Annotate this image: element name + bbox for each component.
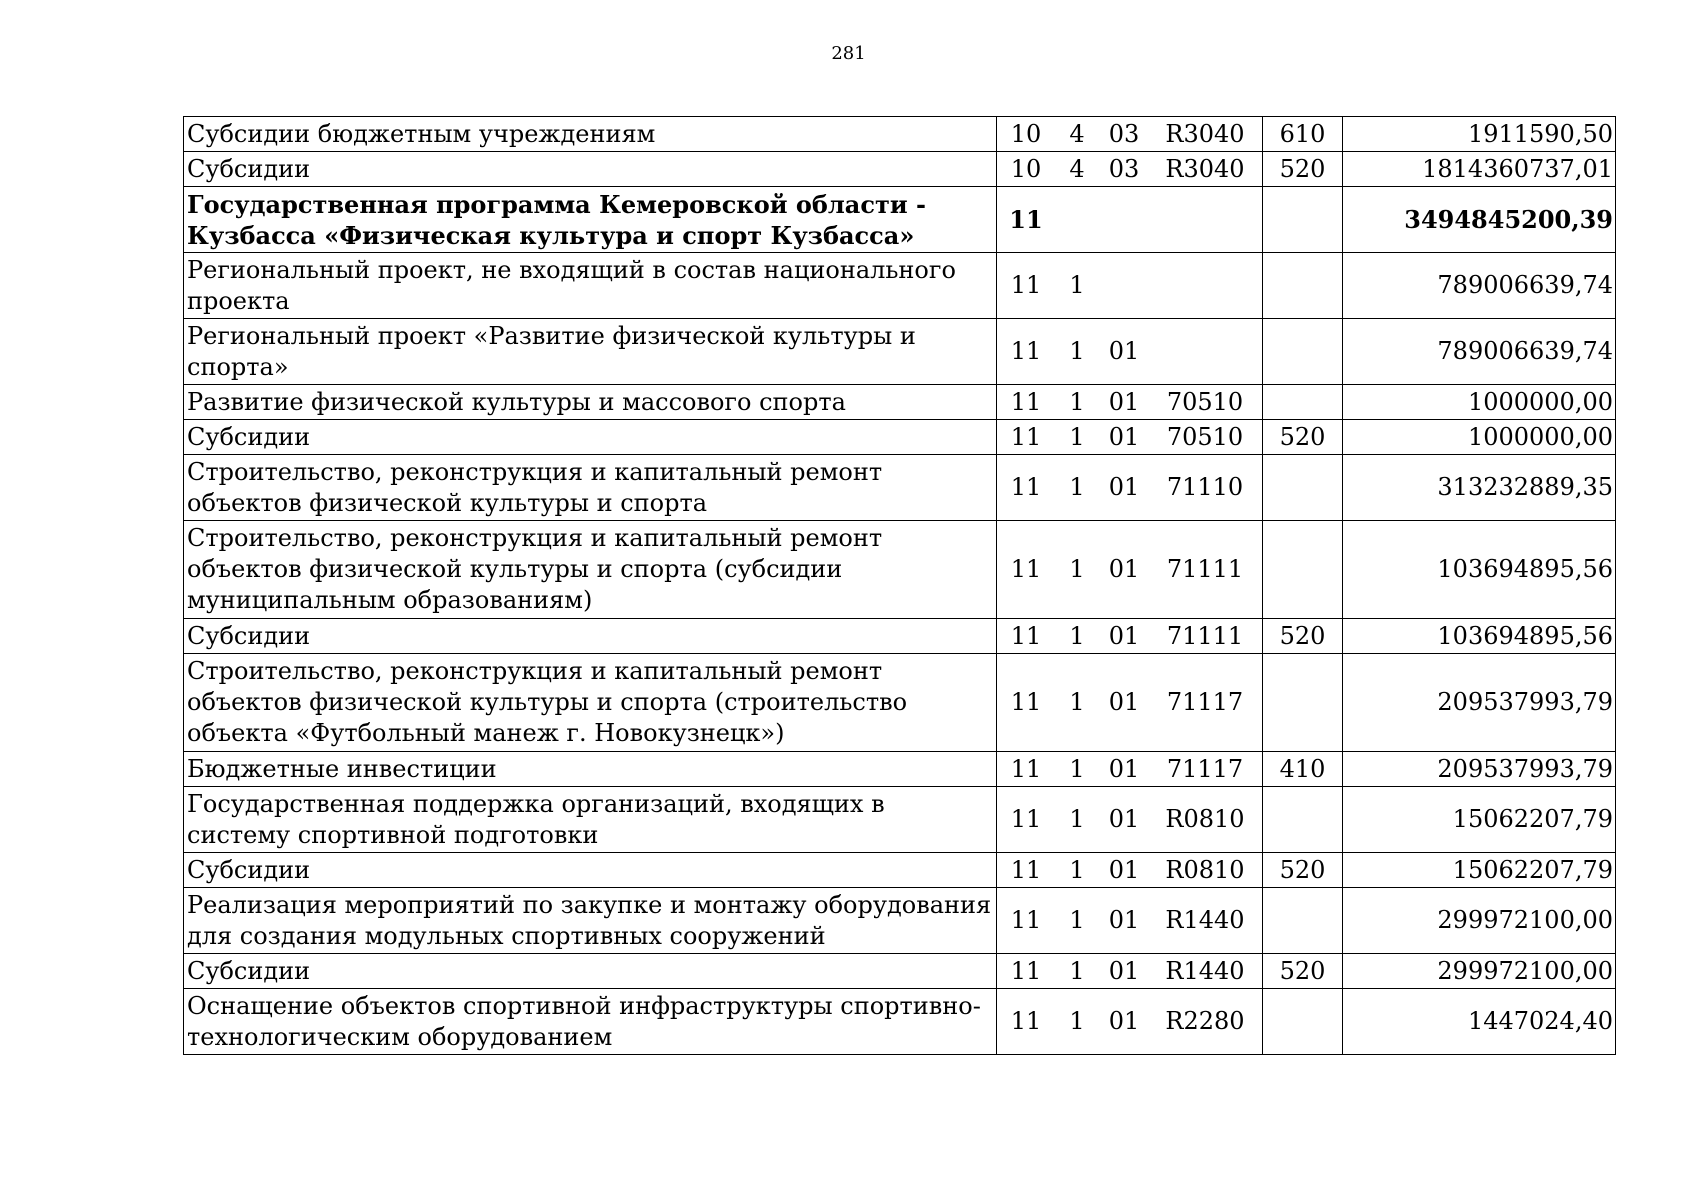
row-expense-type bbox=[1263, 187, 1343, 253]
row-description: Оснащение объектов спортивной инфраструктуры спортивно-технологическим оборудованием bbox=[184, 989, 997, 1055]
row-description: Субсидии bbox=[184, 152, 997, 187]
subprogram-code: 1 bbox=[1069, 271, 1085, 299]
direction-code: R1440 bbox=[1165, 906, 1245, 934]
program-code: 11 bbox=[1010, 805, 1042, 833]
direction-code: 71117 bbox=[1166, 688, 1244, 716]
row-amount: 1000000,00 bbox=[1343, 420, 1616, 455]
project-code: 03 bbox=[1108, 154, 1140, 183]
subprogram-code: 1 bbox=[1069, 422, 1085, 451]
row-target-code bbox=[997, 253, 1263, 319]
project-code: 01 bbox=[1108, 621, 1140, 650]
subprogram-code: 4 bbox=[1069, 119, 1085, 148]
row-amount: 313232889,35 bbox=[1343, 455, 1616, 521]
program-code: 11 bbox=[1010, 688, 1042, 716]
row-target-code bbox=[997, 319, 1263, 385]
row-target-code bbox=[997, 385, 1263, 420]
row-target-code bbox=[997, 152, 1263, 187]
project-code: 01 bbox=[1108, 555, 1140, 583]
project-code: 01 bbox=[1108, 337, 1140, 365]
row-amount: 299972100,00 bbox=[1343, 954, 1616, 989]
row-target-code bbox=[997, 654, 1263, 752]
subprogram-code: 1 bbox=[1069, 337, 1085, 365]
row-description: Государственная поддержка организаций, входящих в систему спортивной подготовки bbox=[184, 787, 997, 853]
row-expense-type: 520 bbox=[1263, 420, 1343, 455]
project-code: 01 bbox=[1108, 387, 1140, 416]
row-expense-type bbox=[1263, 319, 1343, 385]
row-expense-type: 520 bbox=[1263, 619, 1343, 654]
row-description: Субсидии bbox=[184, 420, 997, 455]
subprogram-code: 1 bbox=[1069, 754, 1085, 783]
row-target-code bbox=[997, 420, 1263, 455]
row-expense-type: 610 bbox=[1263, 117, 1343, 152]
row-description: Строительство, реконструкция и капитальный ремонт объектов физической культуры и спорта (субсидии муниципальным образованиям) bbox=[184, 521, 997, 619]
subprogram-code: 1 bbox=[1069, 555, 1085, 583]
row-amount: 209537993,79 bbox=[1343, 752, 1616, 787]
direction-code: 71117 bbox=[1166, 754, 1244, 783]
program-code: 11 bbox=[1010, 1007, 1042, 1035]
row-description: Субсидии bbox=[184, 954, 997, 989]
table-row bbox=[184, 319, 1616, 385]
project-code: 01 bbox=[1108, 906, 1140, 934]
row-amount: 103694895,56 bbox=[1343, 521, 1616, 619]
program-code: 11 bbox=[1010, 271, 1042, 299]
direction-code: 70510 bbox=[1166, 422, 1244, 451]
direction-code: 71111 bbox=[1166, 621, 1244, 650]
program-code: 11 bbox=[1010, 555, 1042, 583]
row-target-code bbox=[997, 117, 1263, 152]
row-description: Региональный проект «Развитие физической культуры и спорта» bbox=[184, 319, 997, 385]
subprogram-code: 1 bbox=[1069, 621, 1085, 650]
table-row bbox=[184, 787, 1616, 853]
row-amount: 1814360737,01 bbox=[1343, 152, 1616, 187]
row-expense-type bbox=[1263, 654, 1343, 752]
project-code: 01 bbox=[1108, 754, 1140, 783]
row-expense-type bbox=[1263, 989, 1343, 1055]
row-target-code bbox=[997, 989, 1263, 1055]
subprogram-code: 1 bbox=[1069, 855, 1085, 884]
project-code: 01 bbox=[1108, 1007, 1140, 1035]
row-description: Субсидии bbox=[184, 619, 997, 654]
subprogram-code: 1 bbox=[1069, 473, 1085, 501]
row-amount: 209537993,79 bbox=[1343, 654, 1616, 752]
program-code: 11 bbox=[1010, 621, 1042, 650]
row-target-code bbox=[997, 888, 1263, 954]
row-target-code bbox=[997, 455, 1263, 521]
row-description: Строительство, реконструкция и капитальный ремонт объектов физической культуры и спорта (строительство объекта «Футбольный манеж г. Новокузнецк») bbox=[184, 654, 997, 752]
budget-table bbox=[183, 116, 1616, 1055]
direction-code: 71111 bbox=[1166, 555, 1244, 583]
program-code: 11 bbox=[1010, 855, 1042, 884]
row-expense-type bbox=[1263, 521, 1343, 619]
row-expense-type: 520 bbox=[1263, 954, 1343, 989]
table-row bbox=[184, 455, 1616, 521]
row-amount: 789006639,74 bbox=[1343, 253, 1616, 319]
program-code: 11 bbox=[1010, 473, 1042, 501]
row-description: Строительство, реконструкция и капитальный ремонт объектов физической культуры и спорта bbox=[184, 455, 997, 521]
table-row bbox=[184, 752, 1616, 787]
direction-code: R1440 bbox=[1165, 956, 1245, 985]
row-amount: 299972100,00 bbox=[1343, 888, 1616, 954]
row-amount: 15062207,79 bbox=[1343, 787, 1616, 853]
table-row bbox=[184, 420, 1616, 455]
program-code: 11 bbox=[1010, 422, 1042, 451]
direction-code: R0810 bbox=[1165, 855, 1245, 884]
table-row bbox=[184, 888, 1616, 954]
row-description: Субсидии bbox=[184, 853, 997, 888]
program-code: 11 bbox=[1010, 337, 1042, 365]
table-row bbox=[184, 654, 1616, 752]
project-code: 01 bbox=[1108, 805, 1140, 833]
table-row bbox=[184, 152, 1616, 187]
row-expense-type bbox=[1263, 455, 1343, 521]
row-expense-type bbox=[1263, 253, 1343, 319]
row-amount: 1447024,40 bbox=[1343, 989, 1616, 1055]
row-expense-type: 520 bbox=[1263, 853, 1343, 888]
program-code: 11 bbox=[1009, 205, 1043, 234]
row-amount: 1000000,00 bbox=[1343, 385, 1616, 420]
row-description: Реализация мероприятий по закупке и монтажу оборудования для создания модульных спортивных сооружений bbox=[184, 888, 997, 954]
row-expense-type bbox=[1263, 888, 1343, 954]
program-code: 11 bbox=[1010, 387, 1042, 416]
table-row bbox=[184, 619, 1616, 654]
direction-code: R0810 bbox=[1165, 805, 1245, 833]
direction-code: 71110 bbox=[1166, 473, 1244, 501]
row-description: Субсидии бюджетным учреждениям bbox=[184, 117, 997, 152]
row-target-code bbox=[997, 853, 1263, 888]
table-row bbox=[184, 954, 1616, 989]
program-code: 11 bbox=[1010, 906, 1042, 934]
subprogram-code: 1 bbox=[1069, 387, 1085, 416]
direction-code: R2280 bbox=[1165, 1007, 1245, 1035]
program-code: 11 bbox=[1010, 754, 1042, 783]
row-description: Региональный проект, не входящий в состав национального проекта bbox=[184, 253, 997, 319]
row-target-code bbox=[997, 954, 1263, 989]
project-code: 01 bbox=[1108, 956, 1140, 985]
direction-code: R3040 bbox=[1165, 119, 1245, 148]
row-description: Развитие физической культуры и массового спорта bbox=[184, 385, 997, 420]
project-code: 01 bbox=[1108, 688, 1140, 716]
table-row bbox=[184, 187, 1616, 253]
row-amount: 3494845200,39 bbox=[1343, 187, 1616, 253]
table-row bbox=[184, 853, 1616, 888]
direction-code: R3040 bbox=[1165, 154, 1245, 183]
row-target-code bbox=[997, 187, 1263, 253]
row-expense-type bbox=[1263, 787, 1343, 853]
row-target-code bbox=[997, 752, 1263, 787]
row-description: Бюджетные инвестиции bbox=[184, 752, 997, 787]
row-target-code bbox=[997, 619, 1263, 654]
program-code: 10 bbox=[1010, 119, 1042, 148]
table-row bbox=[184, 385, 1616, 420]
program-code: 10 bbox=[1010, 154, 1042, 183]
row-description: Государственная программа Кемеровской области - Кузбасса «Физическая культура и спорт Кузбасса» bbox=[184, 187, 997, 253]
table-row bbox=[184, 521, 1616, 619]
program-code: 11 bbox=[1010, 956, 1042, 985]
project-code: 01 bbox=[1108, 473, 1140, 501]
table-row bbox=[184, 253, 1616, 319]
row-expense-type: 520 bbox=[1263, 152, 1343, 187]
subprogram-code: 1 bbox=[1069, 956, 1085, 985]
budget-table-body bbox=[184, 117, 1616, 1055]
subprogram-code: 1 bbox=[1069, 906, 1085, 934]
row-amount: 15062207,79 bbox=[1343, 853, 1616, 888]
project-code: 03 bbox=[1108, 119, 1140, 148]
row-target-code bbox=[997, 521, 1263, 619]
table-row bbox=[184, 989, 1616, 1055]
project-code: 01 bbox=[1108, 855, 1140, 884]
table-row bbox=[184, 117, 1616, 152]
row-expense-type bbox=[1263, 385, 1343, 420]
row-amount: 789006639,74 bbox=[1343, 319, 1616, 385]
subprogram-code: 1 bbox=[1069, 1007, 1085, 1035]
subprogram-code: 1 bbox=[1069, 688, 1085, 716]
row-amount: 1911590,50 bbox=[1343, 117, 1616, 152]
page-number: 281 bbox=[831, 43, 866, 64]
direction-code: 70510 bbox=[1166, 387, 1244, 416]
subprogram-code: 1 bbox=[1069, 805, 1085, 833]
subprogram-code: 4 bbox=[1069, 154, 1085, 183]
row-expense-type: 410 bbox=[1263, 752, 1343, 787]
project-code: 01 bbox=[1108, 422, 1140, 451]
row-target-code bbox=[997, 787, 1263, 853]
row-amount: 103694895,56 bbox=[1343, 619, 1616, 654]
